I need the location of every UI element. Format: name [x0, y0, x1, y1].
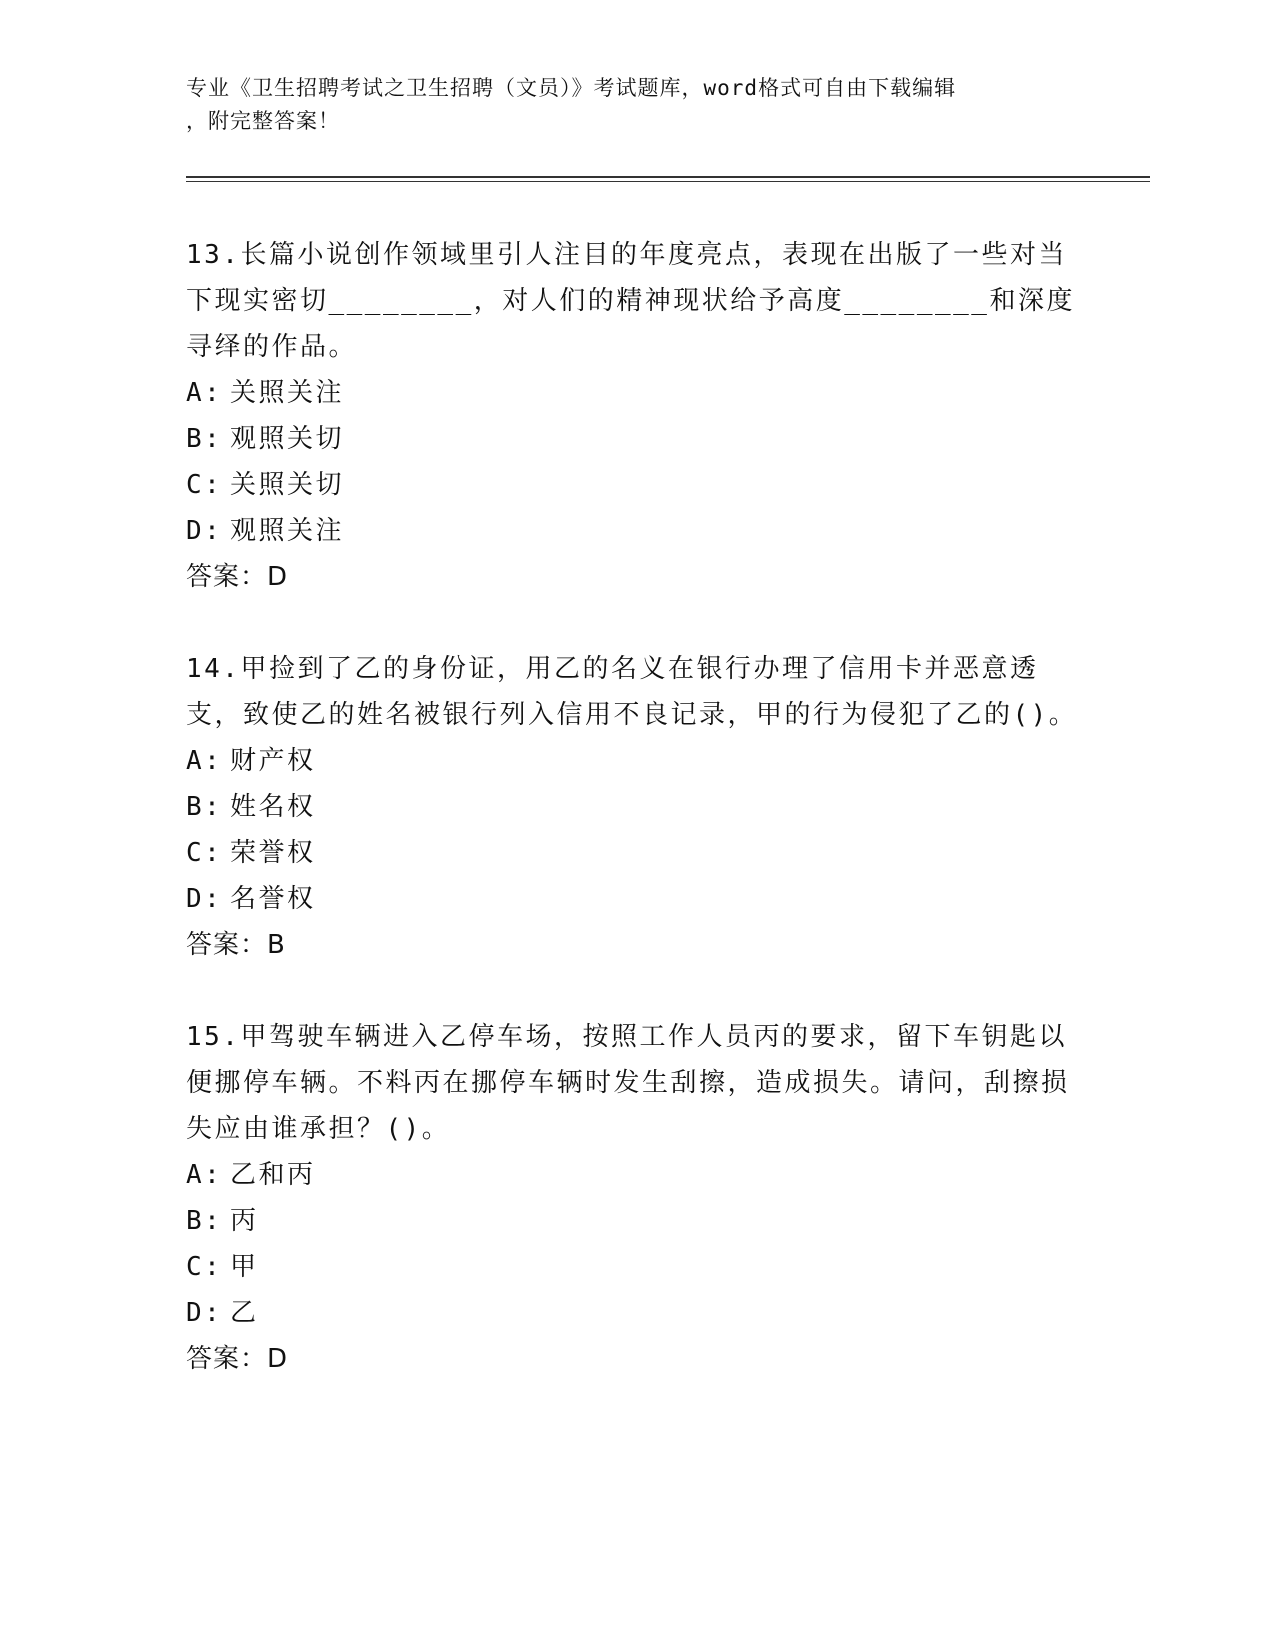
answer: 答案：D — [186, 562, 289, 592]
option-key: C: — [186, 838, 223, 868]
option-list — [186, 370, 1086, 554]
option-key: B: — [186, 424, 223, 454]
question-14 — [186, 646, 1086, 968]
option-d — [186, 876, 1086, 922]
document-header — [186, 72, 1066, 138]
option-b — [186, 1198, 1086, 1244]
option-text: 丙 — [230, 1206, 259, 1236]
option-text: 乙和丙 — [230, 1160, 316, 1190]
question-text: 13.长篇小说创作领域里引人注目的年度亮点，表现在出版了一些对当下现实密切________，对人们的精神现状给予高度________和深度寻绎的作品。 — [186, 240, 1075, 362]
option-text: 财产权 — [230, 746, 316, 776]
option-key: A: — [186, 746, 223, 776]
option-c — [186, 462, 1086, 508]
header-line-2: ，附完整答案！ — [186, 109, 340, 133]
option-c — [186, 830, 1086, 876]
header-line-1: 专业《卫生招聘考试之卫生招聘（文员）》考试题库，word格式可自由下载编辑 — [186, 76, 957, 100]
option-text: 荣誉权 — [230, 838, 316, 868]
option-text: 甲 — [230, 1252, 259, 1282]
option-key: A: — [186, 378, 223, 408]
option-text: 观照关切 — [230, 424, 345, 454]
option-b — [186, 416, 1086, 462]
option-a — [186, 738, 1086, 784]
option-key: C: — [186, 470, 223, 500]
option-text: 名誉权 — [230, 884, 316, 914]
option-text: 关照关注 — [230, 378, 345, 408]
option-key: D: — [186, 884, 223, 914]
option-text: 姓名权 — [230, 792, 316, 822]
option-text: 关照关切 — [230, 470, 345, 500]
question-text: 14.甲捡到了乙的身份证，用乙的名义在银行办理了信用卡并恶意透支，致使乙的姓名被银行列入信用不良记录，甲的行为侵犯了乙的()。 — [186, 654, 1078, 730]
option-key: B: — [186, 792, 223, 822]
option-d — [186, 1290, 1086, 1336]
option-c — [186, 1244, 1086, 1290]
option-list — [186, 1152, 1086, 1336]
answer: 答案：B — [186, 930, 286, 960]
option-text: 观照关注 — [230, 516, 345, 546]
option-text: 乙 — [230, 1298, 259, 1328]
option-key: B: — [186, 1206, 223, 1236]
question-text: 15.甲驾驶车辆进入乙停车场，按照工作人员丙的要求，留下车钥匙以便挪停车辆。不料丙在挪停车辆时发生刮擦，造成损失。请问，刮擦损失应由谁承担？()。 — [186, 1022, 1070, 1144]
answer: 答案：D — [186, 1344, 289, 1374]
option-a — [186, 370, 1086, 416]
option-d — [186, 508, 1086, 554]
option-key: D: — [186, 516, 223, 546]
header-divider — [186, 176, 1150, 182]
option-key: C: — [186, 1252, 223, 1282]
option-key: D: — [186, 1298, 223, 1328]
question-13 — [186, 232, 1086, 600]
option-key: A: — [186, 1160, 223, 1190]
option-list — [186, 738, 1086, 922]
question-15 — [186, 1014, 1086, 1382]
option-b — [186, 784, 1086, 830]
option-a — [186, 1152, 1086, 1198]
